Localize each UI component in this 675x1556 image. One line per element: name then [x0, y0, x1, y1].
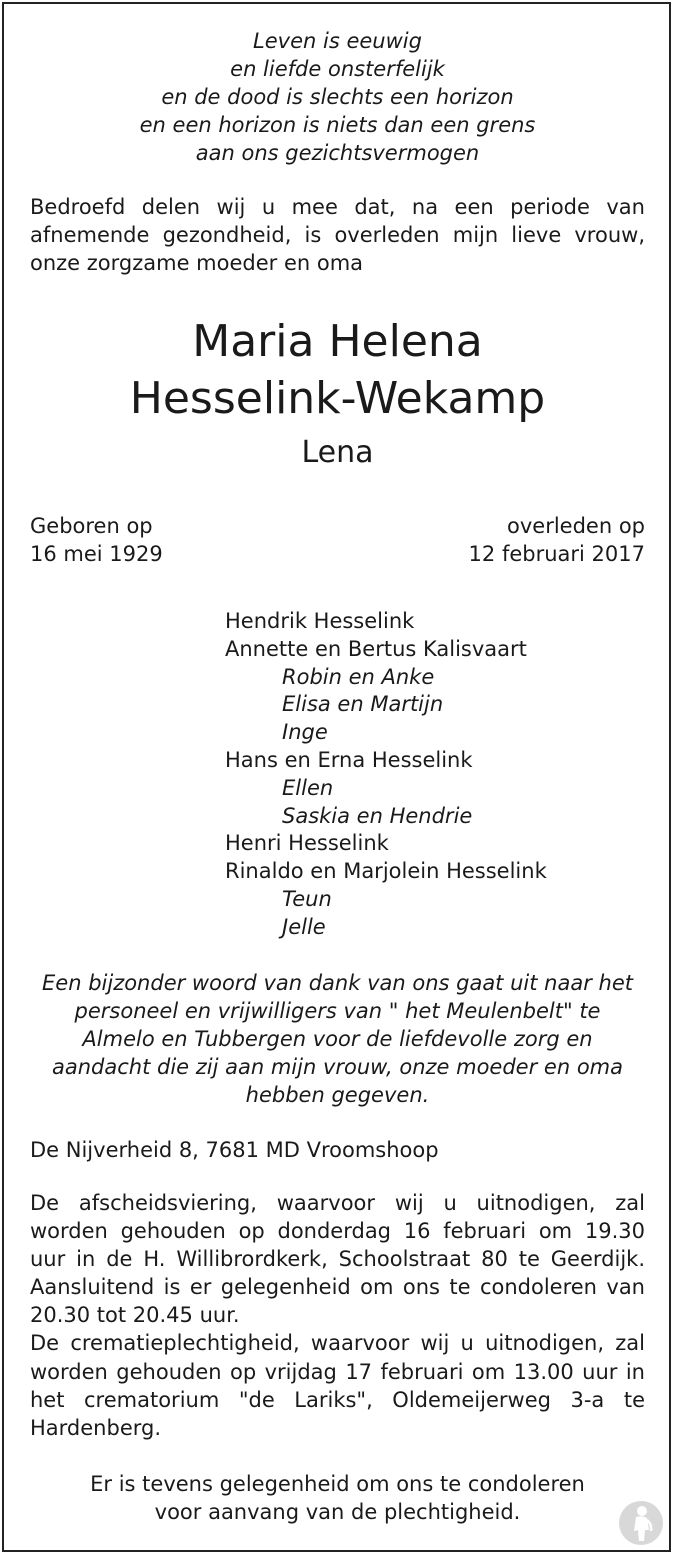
family-member-name: Annette en Bertus Kalisvaart [225, 636, 527, 661]
grandchild-name: Saskia en Hendrie [282, 803, 473, 828]
poem [30, 27, 645, 167]
grandchild-name: Jelle [282, 914, 326, 939]
deceased-surname: Hesselink-Wekamp [129, 373, 546, 424]
grandchild-name: Ellen [282, 775, 334, 800]
thanks-line: Almelo en Tubbergen voor de liefdevolle zorg en [82, 1027, 593, 1051]
intro-line: afnemende gezondheid, is overleden mijn lieve vrouw, [30, 223, 645, 247]
thanks-line: personeel en vrijwilligers van " het Meulenbelt" te [74, 999, 601, 1023]
service-line: 20.30 tot 20.45 uur. [30, 1303, 240, 1328]
intro-line: Bedroefd delen wij u mee dat, na een periode van [30, 195, 645, 219]
poem-line: en liefde onsterfelijk [230, 57, 445, 81]
home-address: De Nijverheid 8, 7681 MD Vroomshoop [30, 1138, 439, 1162]
mourner-figure-icon [618, 1500, 664, 1546]
service-line: Hardenberg. [30, 1415, 162, 1440]
deceased-first-names: Maria Helena [192, 316, 483, 367]
closing-line: voor aanvang van de plechtigheid. [154, 1500, 521, 1524]
poem-line: en een horizon is niets dan een grens [139, 113, 536, 137]
poem-line: Leven is eeuwig [253, 29, 422, 53]
service-line: uur in de H. Willibrordkerk, Schoolstraat 80 te Geerdijk. [30, 1247, 645, 1272]
service-line: worden gehouden op vrijdag 17 februari om 13.00 uur in [30, 1359, 645, 1384]
family-member-name: Henri Hesselink [225, 831, 389, 856]
service-line: het crematorium "de Lariks", Oldemeijerweg 3-a te [30, 1387, 645, 1412]
grandchild-name: Inge [282, 720, 328, 745]
death-info [469, 512, 645, 568]
grandchild-name: Robin en Anke [282, 664, 435, 689]
family-member-name: Hans en Erna Hesselink [225, 747, 473, 772]
family-list [225, 608, 547, 942]
grandchild-name: Elisa en Martijn [282, 692, 444, 717]
service-line: worden gehouden op donderdag 16 februari om 19.30 [30, 1219, 645, 1244]
service-line: De afscheidsviering, waarvoor wij u uitnodigen, zal [30, 1191, 645, 1215]
service-details [30, 1189, 645, 1442]
grandchild-name: Teun [282, 886, 332, 911]
family-member-name: Rinaldo en Marjolein Hesselink [225, 859, 547, 884]
born-date: 16 mei 1929 [30, 542, 163, 566]
closing-line: Er is tevens gelegenheid om ons te condoleren [90, 1472, 585, 1496]
thanks-line: hebben gegeven. [245, 1083, 430, 1107]
deceased-nickname: Lena [301, 435, 374, 470]
poem-line: en de dood is slechts een horizon [161, 85, 514, 109]
birth-info [30, 512, 163, 568]
service-line: De crematieplechtigheid, waarvoor wij u uitnodigen, zal [30, 1331, 645, 1356]
intro-line: onze zorgzame moeder en oma [30, 251, 364, 275]
poem-line: aan ons gezichtsvermogen [195, 141, 480, 165]
thanks-line: Een bijzonder woord van dank van ons gaat uit naar het [42, 971, 633, 995]
thanks-paragraph [30, 969, 645, 1109]
thanks-line: aandacht die zij aan mijn vrouw, onze moeder en oma [51, 1055, 623, 1079]
closing-paragraph [30, 1470, 645, 1526]
born-label: Geboren op [30, 514, 153, 538]
family-member-name: Hendrik Hesselink [225, 609, 415, 633]
died-label: overleden op [507, 514, 645, 538]
service-line: Aansluitend is er gelegenheid om ons te condoleren van [30, 1275, 645, 1300]
intro-paragraph [30, 193, 645, 277]
died-date: 12 februari 2017 [468, 542, 645, 566]
